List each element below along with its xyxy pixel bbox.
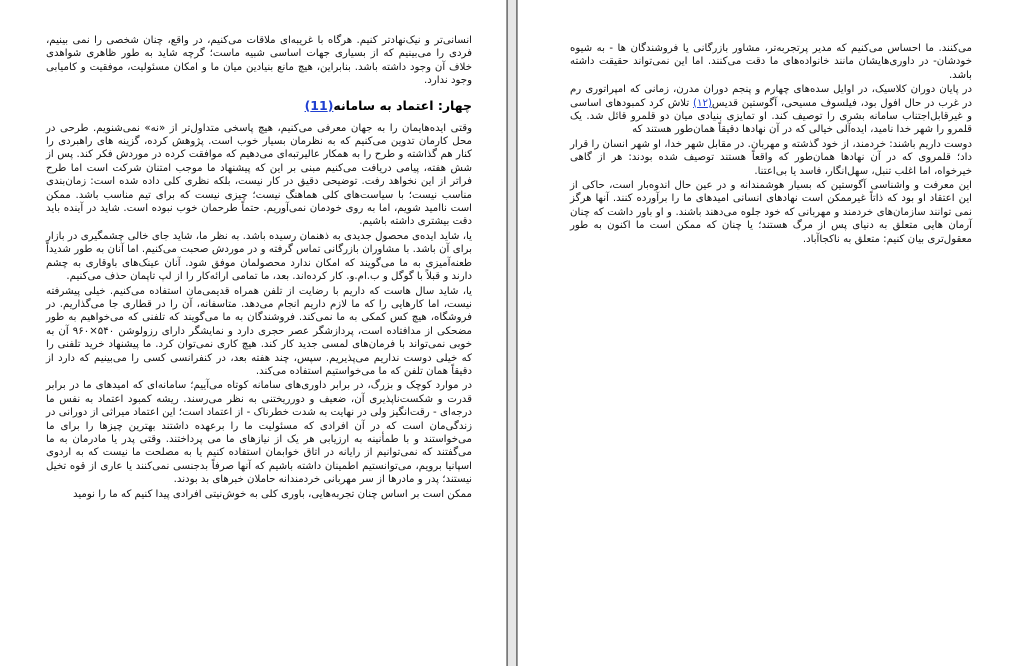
body-paragraph: این معرفت و واشناسی آگوستین که بسیار هوشمندانه و در عین حال اندوه‌بار است، حاکی از این اعتقاد او بود که ذاتاً غیرممکن است نهادهای انسانی امیدهای ما را برآورده کنند. آنها هرگز نمی توانند سازمان‌های خردمند و مهربانی که خود جلوه می‌دهند باشند. و او باور داشت که چنان آرمان هایی متعلق به دنیای پس از مرگ هستند؛ یا چنان که ممکن است ما اکنون به طور معقول‌تری بیان کنیم: متعلق به ناکجاآباد. xyxy=(570,180,972,245)
left-text-column xyxy=(46,34,472,502)
section-heading-text: چهار: اعتماد به سامانه xyxy=(333,97,472,113)
paragraph-text: در پایان دوران کلاسیک، در اوایل سده‌های چهارم و پنجم دوران مدرن، زمانی که امپراتوری رم در غرب در حال افول بود، فیلسوف مسیحی، آگوستین قدیس xyxy=(570,84,972,109)
body-paragraph: می‌کنند. ما احساس می‌کنیم که مدیر پرتجربه‌تر، مشاور بازرگانی یا فروشندگان ها - به شیوه خودشان- در داوری‌هایشان مانند خانواده‌های ما دقت می‌کنند. اما این نمی‌تواند حقیقت داشته باشد. xyxy=(570,43,972,81)
body-paragraph: یا، شاید سال هاست که داریم با رضایت از تلفن همراه قدیمی‌مان استفاده می‌کنیم. خیلی پیشرفته نیست، اما کارهایی را که ما لازم داریم انجام می‌دهد. متاسفانه، آن را در قطاری جا می‌گذاریم. در فروشگاه، هیچ کس کمکی به ما نمی‌کند. فروشندگان به ما می‌گویند که تلفنی که می‌خواهیم به طور مضحکی از مدافتاده است، پردازشگر عصر حجری دارد و نمایشگر دارای رزولوشن ۵۴۰×۹۶۰ آن به خوبی نمی‌تواند با فرمان‌های لمسی جدید کار کند. هیچ کاری نمی‌توان کرد. ما پیشنهاد خرید تلفنی را که خیلی دوست نداریم می‌پذیریم. سپس، چند هفته بعد، در کنفرانسی کسی را می‌بینیم که دارد از دقیقاً همان تلفن که ما می‌خواستیم استفاده می‌کند. xyxy=(46,285,472,377)
page-gutter xyxy=(507,0,517,666)
paragraph-text: تلاش کرد کمبودهای اساسی و غیرقابل‌اجتناب سامانه بشری را توصیف کند. او تمایزی بنیادی میان دو قلمرو قائل شد. یک قلمرو را شهر خدا نامید، ایده‌آلی خیالی که در آن نهادها دقیقاً همان‌طور هستند که xyxy=(570,97,972,136)
body-paragraph: یا، شاید ایده‌ی محصول جدیدی به ذهنمان رسیده باشد. به نظر ما، شاید جای خالی چشمگیری در بازار برای آن باشد. با مشاوران بازرگانی تماس گرفته و در موردش صحبت می‌کنیم. اما آنان به طور شدیداً طعنه‌آمیزی به ما می‌گویند که امکان ندارد محصولمان موفق شود. آنان عینک‌های باوقاری به چشم دارند و قبلاً با گوگل و ب.ام.و. کار کرده‌اند. بعد، ما تمامی ارائه‌کار را از لپ تاپمان حذف می‌کنیم. xyxy=(46,230,472,283)
right-page xyxy=(517,0,1024,666)
body-paragraph-with-footnote xyxy=(570,83,972,137)
intro-paragraph: انسانی‌تر و نیک‌نهادتر کنیم. هرگاه با غریبه‌ای ملاقات می‌کنیم، در واقع، چنان شخصی را نمی بینیم، فردی را می‌بینیم که از بسیاری جهات اساسی شبیه ماست؛ گرچه شاید به طور ظاهری شواهدی خلاف آن وجود داشته باشد. بنابراین، هیچ مانع بنیادین میان ما و امکان مسئولیت، موفقیت و کامیابی وجود ندارد. xyxy=(46,35,472,87)
footnote-link-12[interactable]: (۱۲) xyxy=(693,97,712,109)
body-paragraph: دوست داریم باشند: خردمند، از خود گذشته و مهربان. در مقابل شهر خدا، او شهر انسان را قرار داد؛ قلمروی که در آن نهادها همان‌طور که واقعاً هستند توصیف شده بودند: هر از گاهی خیرخواه، اما اغلب تنبل، سهل‌انگار، فاسد یا بی‌اعتنا. xyxy=(570,138,972,177)
body-paragraph: ممکن است بر اساس چنان تجربه‌هایی، باوری کلی به خوش‌نیتی افرادی پیدا کنیم که ما را نومید xyxy=(72,488,472,500)
right-text-column xyxy=(570,42,972,247)
footnote-link-11[interactable]: (11) xyxy=(304,97,334,113)
body-paragraph: وقتی ایده‌هایمان را به جهان معرفی می‌کنیم، هیچ پاسخی متداول‌تر از «نه» نمی‌شنویم. طرحی در محل کارمان تدوین می‌کنیم که به نظرمان بسیار خوب است. پژوهش کرده، گزینه های راهبردی را کنار هم گذاشته و طرح را به همکار عالیرتبه‌ای می‌دهیم که موافقت کرده در موردش فکر کند. پس از شش هفته، پیامی دریافت می‌کنیم مبنی بر این که پیشنهاد ما موجب امتنان شرکت است اما طرح فراتر از این نخواهد رفت. توضیحی دقیق در کار نیست، بلکه نظری کلی داده شده است: زمان‌بندی مناسب نیست؛ با سیاست‌های کلی هماهنگ نیست؛ چیزی نیست که برای تیم مناسب باشد. ممکن است ناامید شویم، اما به روی خودمان نمی‌آوریم. حتماً طرحمان خوب نبوده است. شاید در آینده باید دقت بیشتری داشته باشیم. xyxy=(46,122,472,228)
section-heading xyxy=(46,98,472,114)
body-paragraph: در موارد کوچک و بزرگ، در برابر داوری‌های سامانه کوتاه می‌آییم؛ سامانه‌ای که امیدهای ما در برابر قدرت و شکست‌ناپذیری آن، ضعیف و دورریختنی به نظر می‌رسند. ریشه کمبود اعتماد به نفس ما درجه‌ای - رقت‌انگیز ولی در نهایت به شدت خطرناک - از اعتماد است؛ این اعتماد میراثی از دورانی در زندگی‌مان است که در آن افرادی که مسئولیت ما را برعهده داشتند بهترین چیزها را برای ما می‌خواستند و با طمأنینه به ارزیابی هر یک از نیازهای ما می پرداختند. وقتی پدر یا مادرمان به ما می‌گفتند که نمی‌توانیم از رایانه در اتاق خوابمان استفاده کنیم یا به مصلحت ما نیست که به اردوی اسپانیا برویم، می‌توانستیم اطمینان داشته باشیم که آنها صرفاً بدجنسی نمی‌کنند یا عاری از قوه تخیل نیستند؛ پدر و مادرها از سر مهربانی خردمندانه حاملان خبرهای بد بودند. xyxy=(46,380,472,486)
left-page xyxy=(0,0,507,666)
